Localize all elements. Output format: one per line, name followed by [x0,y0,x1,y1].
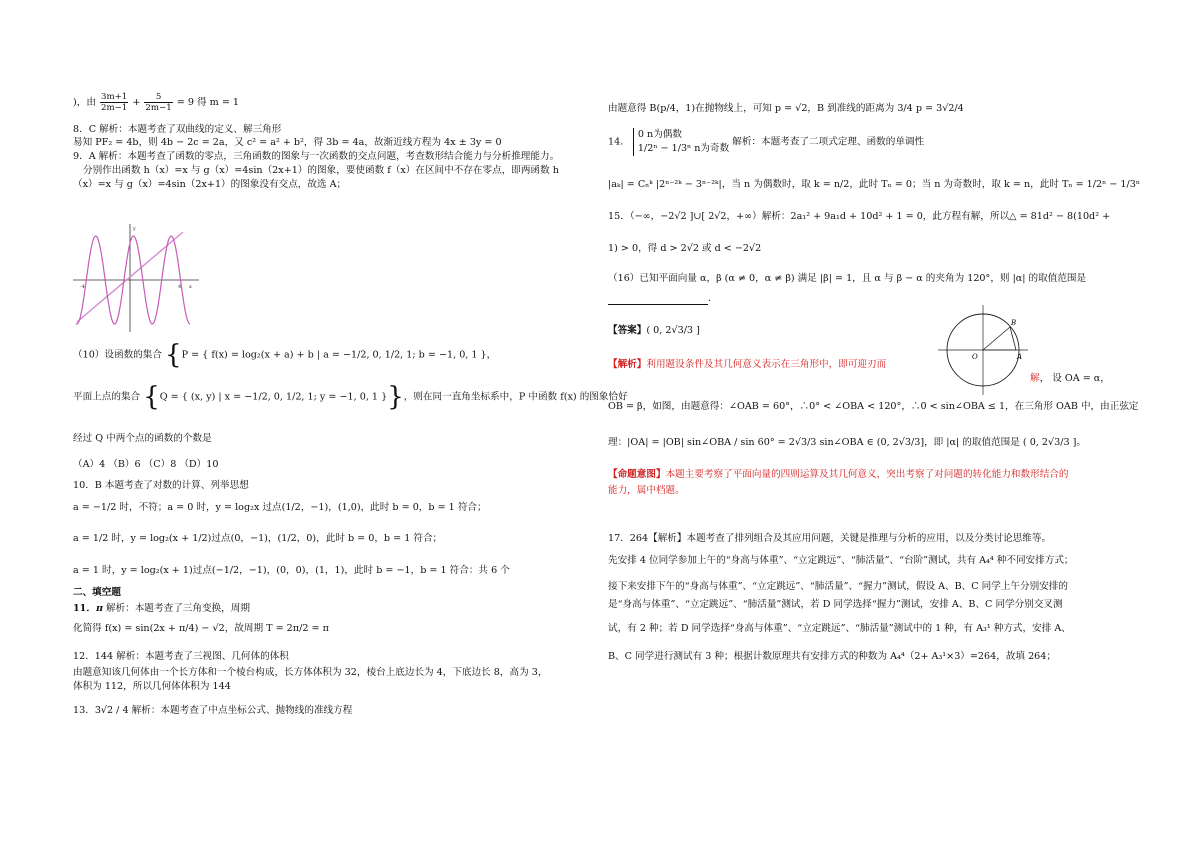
answer-14-body: |aₖ| = Cₙᵏ |2ⁿ⁻²ᵏ − 3ⁿ⁻²ᵏ|，当 n 为偶数时，取 k = n/2，此时 Tₙ = 0；当 n 为奇数时，取 k = n，此时 Tₙ = 1/2ⁿ − 1/3ⁿ [608,179,1140,190]
answer-9-head: 9．A 解析：本题考查了函数的零点，三角函数的图象与一次函数的交点问题，考查数形结合能力与分析推理能力。 [73,151,560,162]
unit-circle-figure [938,305,1028,395]
function-graph [73,222,201,334]
question-16-explain-1: 【解析】利用题设条件及其几何意义表示在三角形中，即可迎刃而 [608,359,887,370]
question-16-explain-3: 理：|OA| = |OB| sin∠OBA / sin 60° = 2√3/3 sin∠OBA ∈ (0, 2√3/3]，即 |α| 的取值范围是 ( 0, 2√3/3 ]。 [608,437,1086,448]
answer-17-head: 17．264【解析】本题考查了排列组合及其应用问题，关键是推理与分析的应用，以及分类讨论思维等。 [608,533,1052,544]
answer-8-body: 易知 PF₂ = 4b，则 4b − 2c = 2a，又 c² = a² + b²，得 3b = 4a，故渐近线方程为 4x ± 3y = 0 [73,137,502,148]
question-10-line-1: （10）设函数的集合 {P = { f(x) = log₂(x + a) + b | a = −1/2, 0, 1/2, 1; b = −1, 0, 1 }， [73,340,497,370]
answer-15-line-2: 1) > 0，得 d > 2√2 或 d < −2√2 [608,243,762,254]
svg-text:4: 4 [178,284,182,290]
answer-17-line-3: 接下来安排下午的“身高与体重”、“立定跳远”、“肺活量”、“握力”测试，假设 A、B、C 同学上午分别安排的 [608,581,1068,592]
question-10-line-2: 平面上点的集合 {Q = { (x, y) | x = −1/2, 0, 1/2, 1; y = −1, 0, 1 }}，则在同一直角坐标系中，P 中函数 f(x) 的图象恰好 [73,382,628,412]
question-16-intent-2: 能力，属中档题。 [608,485,685,496]
svg-text:y: y [133,226,136,232]
answer-12-body-2: 体积为 112，所以几何体体积为 144 [73,681,231,692]
answer-12-head: 12．144 解析：本题考查了三视图、几何体的体积 [73,651,289,662]
question-16-answer: 【答案】( 0, 2√3/3 ] [608,325,700,336]
answer-17-line-2: 先安排 4 位同学参加上午的“身高与体重”、“立定跳远”、“肺活量”、“台阶”测试，共有 A₄⁴ 种不同安排方式； [608,555,1074,566]
answer-10-case-2: a = 1/2 时，y = log₂(x + 1/2)过点(0，−1)，(1/2，0)，此时 b = 0，b = 1 符合； [73,533,443,544]
section-fill-blank: 二、填空题 [73,587,121,598]
answer-17-line-4: 是“身高与体重”、“立定跳远”、“肺活量”测试，若 D 同学选择“握力”测试，安排 A、B、C 同学分别交叉测 [608,599,1063,610]
answer-14-head: 14． 0 n为偶数 1/2ⁿ − 1/3ⁿ n为奇数 解析：本题考查了二项式定理、函数的单调性 [608,129,925,154]
answer-12-body-1: 由题意知该几何体由一个长方体和一个棱台构成，长方体体积为 32，棱台上底边长为 4，下底边长 8，高为 3， [73,667,548,678]
question-10-options: （A）4 （B）6 （C）8 （D）10 [73,459,219,470]
question-10-line-3: 经过 Q 中两个点的函数的个数是 [73,433,212,444]
svg-text:x: x [189,284,192,290]
question-16-blank: . [608,292,711,305]
label-o: O [972,353,978,361]
vector-ob [983,327,1010,350]
answer-10-head: 10．B 本题考查了对数的计算、列举思想 [73,480,249,491]
answer-17-line-5: 试，有 2 种；若 D 同学选择“身高与体重”、“立定跳远”、“肺活量”测试中的 1 种，有 A₃¹ 种方式，安排 A、 [608,623,1071,634]
answer-10-case-1: a = −1/2 时，不符；a = 0 时，y = log₂x 过点(1/2，−1)，(1,0)，此时 b = 0，b = 1 符合； [73,502,487,513]
answer-15-line-1: 15．（−∞，−2√2 ]∪[ 2√2，+∞）解析：2a₁² + 9a₁d + 10d² + 1 = 0，此方程有解，所以△ = 81d² − 8(10d² + [608,211,1111,222]
answer-17-line-6: B、C 同学进行测试有 3 种；根据计数原理共有安排方式的种数为 A₄⁴（2+ A₃¹×3）=264，故填 264； [608,651,1056,662]
answer-10-case-3: a = 1 时，y = log₂(x + 1)过点(−1/2，−1)，(0，0)，(1，1)，此时 b = −1，b = 1 符合：共 6 个 [73,565,510,576]
answer-9-body-2: （x）=x 与 g（x）=4sin（2x+1）的图象没有交点，故选 A； [73,179,347,190]
answer-13-body: 由题意得 B(p/4，1)在抛物线上，可知 p = √2，B 到准线的距离为 3/4 p = 3√2/4 [608,103,964,114]
svg-text:-4: -4 [80,284,85,290]
answer-11-head: 11．π 解析：本题考查了三角变换，周期 [73,603,250,614]
label-b: B [1011,319,1017,327]
line-m-equation: )，由 $\frac{3m+1}{2m-1}$ + $\frac{5}{2m-1}$ = 9 得 m = 1 [73,92,240,113]
answer-8-head: 8．C 解析：本题考查了双曲线的定义、解三角形 [73,124,282,135]
answer-9-body-1: 分别作出函数 h（x）=x 与 g（x）=4sin（2x+1）的图象，要使函数 f（x）在区间中不存在零点，即两函数 h [83,165,559,176]
answer-13-head: 13．3√2 / 4 解析：本题考查了中点坐标公式、抛物线的准线方程 [73,705,353,716]
question-16-stem: （16）已知平面向量 α，β (α ≠ 0，α ≠ β) 满足 |β| = 1，且 α 与 β − α 的夹角为 120°，则 |α| 的取值范围是 [608,273,1087,284]
answer-11-body: 化简得 f(x) = sin(2x + π/4) − √2，故周期 T = 2π/2 = π [73,623,329,634]
question-16-explain-2: OB = β，如图，由题意得：∠OAB = 60°，∴0° < ∠OBA < 120°，∴0 < sin∠OBA ≤ 1，在三角形 OAB 中，由正弦定 [608,401,1139,412]
question-16-intent: 【命题意图】本题主要考察了平面向量的四则运算及其几何意义，突出考察了对问题的转化能力和数形结合的 [608,469,1069,480]
graph-svg [73,222,201,334]
label-a: A [1017,353,1023,361]
question-16-explain-1b: 解， 设 OA = α， [1030,373,1110,384]
